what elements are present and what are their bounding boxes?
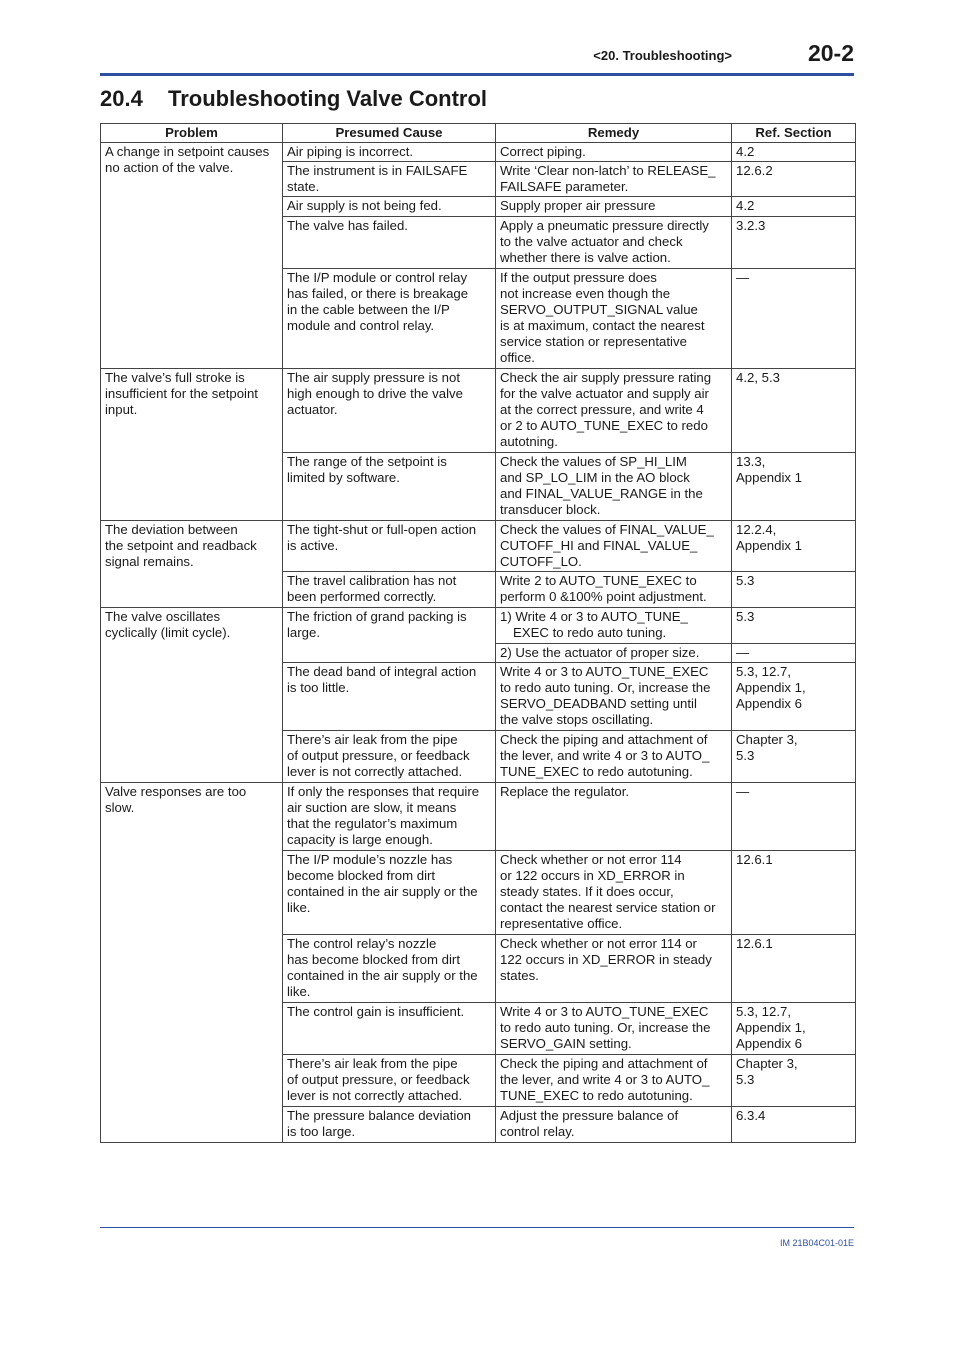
cell-text-line: not increase even though the xyxy=(500,286,671,301)
cell-ref-section xyxy=(732,783,856,851)
cell-remedy xyxy=(496,197,732,217)
cell-text-line: at the correct pressure, and write 4 xyxy=(500,402,704,417)
cell-ref-section xyxy=(732,453,856,521)
table-row xyxy=(101,521,856,572)
cell-remedy xyxy=(496,217,732,269)
cell-text-line: actuator. xyxy=(287,402,338,417)
cell-text-line: insufficient for the setpoint xyxy=(105,386,258,401)
table-row xyxy=(101,608,856,644)
cell-text-line: Appendix 1, xyxy=(736,680,806,695)
cell-ref-section xyxy=(732,572,856,608)
cell-text-line: If the output pressure does xyxy=(500,270,657,285)
cell-text-line: The valve’s full stroke is xyxy=(105,370,245,385)
cell-presumed-cause xyxy=(283,217,496,269)
cell-presumed-cause xyxy=(283,162,496,197)
cell-text-line: cyclically (limit cycle). xyxy=(105,625,231,640)
cell-text-line: Air supply is not being fed. xyxy=(287,198,442,213)
cell-text-line: 5.3, 12.7, xyxy=(736,1004,791,1019)
cell-text-line: that the regulator’s maximum xyxy=(287,816,458,831)
table-row xyxy=(101,783,856,851)
cell-text-line: 2) Use the actuator of proper size. xyxy=(500,645,700,660)
cell-text-line: steady states. If it does occur, xyxy=(500,884,674,899)
cell-ref-section xyxy=(732,217,856,269)
cell-presumed-cause xyxy=(283,572,496,608)
cell-text-line: for the valve actuator and supply air xyxy=(500,386,709,401)
cell-ref-section xyxy=(732,269,856,369)
cell-text-line: module and control relay. xyxy=(287,318,435,333)
cell-ref-section xyxy=(732,1107,856,1143)
cell-ref-section xyxy=(732,143,856,162)
cell-text-line: The deviation between xyxy=(105,522,238,537)
cell-text-line: of output pressure, or feedback xyxy=(287,748,470,763)
cell-text-line: and SP_LO_LIM in the AO block xyxy=(500,470,690,485)
cell-text-line: — xyxy=(736,270,750,285)
cell-text-line: transducer block. xyxy=(500,502,601,517)
cell-text-line: Supply proper air pressure xyxy=(500,198,656,213)
cell-presumed-cause xyxy=(283,935,496,1003)
cell-text-line: to redo auto tuning. Or, increase the xyxy=(500,680,711,695)
cell-text-line: large. xyxy=(287,625,320,640)
cell-text-line: Write 4 or 3 to AUTO_TUNE_EXEC xyxy=(500,1004,709,1019)
cell-ref-section xyxy=(732,663,856,731)
cell-text-line: 5.3, 12.7, xyxy=(736,664,791,679)
cell-remedy xyxy=(496,143,732,162)
cell-text-line: SERVO_OUTPUT_SIGNAL value xyxy=(500,302,698,317)
cell-presumed-cause xyxy=(283,1107,496,1143)
cell-text-line: high enough to drive the valve xyxy=(287,386,463,401)
cell-text-line: SERVO_DEADBAND setting until xyxy=(500,696,697,711)
cell-ref-section xyxy=(732,197,856,217)
cell-text-line: 6.3.4 xyxy=(736,1108,766,1123)
cell-remedy xyxy=(496,935,732,1003)
cell-text-line: Check whether or not error 114 or xyxy=(500,936,697,951)
cell-presumed-cause xyxy=(283,1003,496,1055)
cell-ref-section xyxy=(732,1055,856,1107)
cell-text-line: 12.6.1 xyxy=(736,852,773,867)
column-header-remedy: Remedy xyxy=(496,124,732,143)
cell-text-line: 4.2 xyxy=(736,144,755,159)
cell-text-line: The range of the setpoint is xyxy=(287,454,447,469)
cell-text-line: perform 0 &100% point adjustment. xyxy=(500,589,707,604)
cell-text-line: Write 4 or 3 to AUTO_TUNE_EXEC xyxy=(500,664,709,679)
cell-text-line: limited by software. xyxy=(287,470,400,485)
section-title: Troubleshooting Valve Control xyxy=(168,86,488,111)
cell-text-line: Check the values of FINAL_VALUE_ xyxy=(500,522,714,537)
cell-text-line: Chapter 3, xyxy=(736,732,798,747)
cell-remedy xyxy=(496,783,732,851)
cell-text-line: TUNE_EXEC to redo autotuning. xyxy=(500,764,693,779)
cell-text-line: the valve stops oscillating. xyxy=(500,712,654,727)
cell-text-line: EXEC to redo auto tuning. xyxy=(513,625,667,640)
cell-text-line: 1) Write 4 or 3 to AUTO_TUNE_ xyxy=(500,609,688,624)
cell-remedy xyxy=(496,644,732,663)
cell-ref-section xyxy=(732,521,856,572)
cell-text-line: 122 occurs in XD_ERROR in steady xyxy=(500,952,712,967)
cell-text-line: to the valve actuator and check xyxy=(500,234,683,249)
cell-text-line: is at maximum, contact the nearest xyxy=(500,318,705,333)
cell-problem xyxy=(101,369,283,521)
troubleshooting-table xyxy=(100,123,856,1143)
cell-ref-section xyxy=(732,644,856,663)
cell-text-line: — xyxy=(736,784,750,799)
table-header-row xyxy=(101,124,856,143)
cell-text-line: There’s air leak from the pipe xyxy=(287,732,458,747)
cell-remedy xyxy=(496,572,732,608)
table-row xyxy=(101,143,856,162)
cell-remedy xyxy=(496,1055,732,1107)
cell-text-line: The dead band of integral action xyxy=(287,664,477,679)
cell-text-line: Check the piping and attachment of xyxy=(500,1056,708,1071)
cell-ref-section xyxy=(732,608,856,644)
cell-text-line: and FINAL_VALUE_RANGE in the xyxy=(500,486,703,501)
section-number: 20.4 xyxy=(100,86,143,111)
cell-text-line: The tight-shut or full-open action xyxy=(287,522,477,537)
cell-remedy xyxy=(496,453,732,521)
cell-text-line: TUNE_EXEC to redo autotuning. xyxy=(500,1088,693,1103)
cell-text-line: lever is not correctly attached. xyxy=(287,764,463,779)
column-header-ref-section: Ref. Section xyxy=(732,124,856,143)
cell-text-line: to redo auto tuning. Or, increase the xyxy=(500,1020,711,1035)
cell-remedy xyxy=(496,1003,732,1055)
cell-text-line: 5.3 xyxy=(736,573,755,588)
cell-text-line: The valve oscillates xyxy=(105,609,221,624)
cell-remedy xyxy=(496,731,732,783)
cell-text-line: 12.2.4, xyxy=(736,522,777,537)
cell-text-line: office. xyxy=(500,350,535,365)
cell-text-line: 5.3 xyxy=(736,1072,755,1087)
cell-text-line: 5.3 xyxy=(736,748,755,763)
cell-problem xyxy=(101,608,283,783)
cell-text-line: whether there is valve action. xyxy=(500,250,671,265)
cell-text-line: contact the nearest service station or xyxy=(500,900,716,915)
cell-text-line: is too large. xyxy=(287,1124,356,1139)
cell-text-line: the setpoint and readback xyxy=(105,538,257,553)
cell-text-line: 12.6.1 xyxy=(736,936,773,951)
cell-text-line: 12.6.2 xyxy=(736,163,773,178)
cell-text-line: The valve has failed. xyxy=(287,218,408,233)
cell-presumed-cause xyxy=(283,731,496,783)
cell-text-line: the lever, and write 4 or 3 to AUTO_ xyxy=(500,748,710,763)
cell-text-line: has failed, or there is breakage xyxy=(287,286,469,301)
cell-presumed-cause xyxy=(283,521,496,572)
cell-ref-section xyxy=(732,731,856,783)
cell-text-line: Correct piping. xyxy=(500,144,586,159)
cell-text-line: is too little. xyxy=(287,680,350,695)
cell-text-line: If only the responses that require xyxy=(287,784,480,799)
cell-text-line: A change in setpoint causes xyxy=(105,144,270,159)
cell-text-line: autotning. xyxy=(500,434,558,449)
cell-text-line: Apply a pneumatic pressure directly xyxy=(500,218,709,233)
cell-remedy xyxy=(496,162,732,197)
cell-presumed-cause xyxy=(283,663,496,731)
cell-ref-section xyxy=(732,369,856,453)
cell-text-line: Check the piping and attachment of xyxy=(500,732,708,747)
cell-text-line: state. xyxy=(287,179,320,194)
cell-text-line: The travel calibration has not xyxy=(287,573,457,588)
cell-text-line: The instrument is in FAILSAFE xyxy=(287,163,468,178)
cell-remedy xyxy=(496,851,732,935)
cell-text-line: The friction of grand packing is xyxy=(287,609,467,624)
cell-text-line: become blocked from dirt xyxy=(287,868,436,883)
cell-text-line: There’s air leak from the pipe xyxy=(287,1056,458,1071)
cell-ref-section xyxy=(732,1003,856,1055)
section-heading xyxy=(100,86,487,112)
cell-text-line: control relay. xyxy=(500,1124,575,1139)
cell-text-line: Write ‘Clear non-latch’ to RELEASE_ xyxy=(500,163,716,178)
cell-text-line: like. xyxy=(287,900,311,915)
cell-text-line: signal remains. xyxy=(105,554,194,569)
cell-text-line: 4.2 xyxy=(736,198,755,213)
cell-remedy xyxy=(496,369,732,453)
cell-text-line: slow. xyxy=(105,800,135,815)
cell-text-line: lever is not correctly attached. xyxy=(287,1088,463,1103)
cell-presumed-cause xyxy=(283,197,496,217)
column-header-presumed-cause: Presumed Cause xyxy=(283,124,496,143)
column-header-problem: Problem xyxy=(101,124,283,143)
table-body xyxy=(101,143,856,1143)
cell-text-line: Appendix 6 xyxy=(736,1036,802,1051)
cell-text-line: no action of the valve. xyxy=(105,160,234,175)
cell-text-line: The control relay’s nozzle xyxy=(287,936,437,951)
footer-divider xyxy=(100,1227,854,1228)
cell-remedy xyxy=(496,1107,732,1143)
cell-presumed-cause xyxy=(283,269,496,369)
cell-remedy xyxy=(496,269,732,369)
cell-presumed-cause xyxy=(283,783,496,851)
cell-text-line: 5.3 xyxy=(736,609,755,624)
cell-problem xyxy=(101,521,283,608)
cell-text-line: input. xyxy=(105,402,138,417)
cell-text-line: The air supply pressure is not xyxy=(287,370,460,385)
cell-presumed-cause xyxy=(283,369,496,453)
cell-presumed-cause xyxy=(283,453,496,521)
cell-text-line: Adjust the pressure balance of xyxy=(500,1108,679,1123)
cell-text-line: Appendix 6 xyxy=(736,696,802,711)
cell-text-line: Check whether or not error 114 xyxy=(500,852,682,867)
cell-text-line: like. xyxy=(287,984,311,999)
cell-text-line: in the cable between the I/P xyxy=(287,302,450,317)
cell-text-line: Check the air supply pressure rating xyxy=(500,370,712,385)
cell-remedy xyxy=(496,663,732,731)
cell-text-line: Air piping is incorrect. xyxy=(287,144,414,159)
cell-text-line: Replace the regulator. xyxy=(500,784,630,799)
cell-text-line: Appendix 1, xyxy=(736,1020,806,1035)
cell-text-line: states. xyxy=(500,968,539,983)
cell-text-line: the lever, and write 4 or 3 to AUTO_ xyxy=(500,1072,710,1087)
cell-text-line: of output pressure, or feedback xyxy=(287,1072,470,1087)
cell-text-line: The pressure balance deviation xyxy=(287,1108,472,1123)
cell-text-line: representative office. xyxy=(500,916,623,931)
cell-text-line: Appendix 1 xyxy=(736,538,802,553)
cell-remedy xyxy=(496,521,732,572)
cell-text-line: air suction are slow, it means xyxy=(287,800,457,815)
cell-ref-section xyxy=(732,851,856,935)
header-divider xyxy=(100,73,854,76)
table-row xyxy=(101,369,856,453)
cell-text-line: been performed correctly. xyxy=(287,589,437,604)
cell-text-line: is active. xyxy=(287,538,339,553)
cell-text-line: The I/P module’s nozzle has xyxy=(287,852,453,867)
cell-text-line: Chapter 3, xyxy=(736,1056,798,1071)
page-number: 20-2 xyxy=(807,40,854,66)
cell-problem xyxy=(101,143,283,369)
cell-ref-section xyxy=(732,162,856,197)
cell-text-line: CUTOFF_LO. xyxy=(500,554,582,569)
cell-text-line: SERVO_GAIN setting. xyxy=(500,1036,632,1051)
cell-text-line: 13.3, xyxy=(736,454,766,469)
cell-text-line: — xyxy=(736,645,750,660)
cell-text-line: or 122 occurs in XD_ERROR in xyxy=(500,868,685,883)
cell-ref-section xyxy=(732,935,856,1003)
cell-text-line: service station or representative xyxy=(500,334,687,349)
cell-text-line: The I/P module or control relay xyxy=(287,270,468,285)
cell-presumed-cause xyxy=(283,608,496,663)
cell-presumed-cause xyxy=(283,851,496,935)
cell-problem xyxy=(101,783,283,1143)
cell-text-line: 4.2, 5.3 xyxy=(736,370,780,385)
cell-text-line: Valve responses are too xyxy=(105,784,247,799)
cell-text-line: The control gain is insufficient. xyxy=(287,1004,465,1019)
running-header-chapter: <20. Troubleshooting> xyxy=(593,48,732,63)
cell-text-line: or 2 to AUTO_TUNE_EXEC to redo xyxy=(500,418,708,433)
cell-text-line: CUTOFF_HI and FINAL_VALUE_ xyxy=(500,538,698,553)
cell-remedy xyxy=(496,608,732,644)
cell-text-line: capacity is large enough. xyxy=(287,832,433,847)
cell-text-line: contained in the air supply or the xyxy=(287,968,478,983)
cell-text-line: Appendix 1 xyxy=(736,470,802,485)
cell-presumed-cause xyxy=(283,1055,496,1107)
cell-text-line: contained in the air supply or the xyxy=(287,884,478,899)
cell-text-line: Write 2 to AUTO_TUNE_EXEC to xyxy=(500,573,697,588)
cell-text-line: 3.2.3 xyxy=(736,218,766,233)
cell-presumed-cause xyxy=(283,143,496,162)
document-id: IM 21B04C01-01E xyxy=(779,1238,854,1248)
cell-text-line: FAILSAFE parameter. xyxy=(500,179,629,194)
cell-text-line: has become blocked from dirt xyxy=(287,952,460,967)
cell-text-line: Check the values of SP_HI_LIM xyxy=(500,454,687,469)
